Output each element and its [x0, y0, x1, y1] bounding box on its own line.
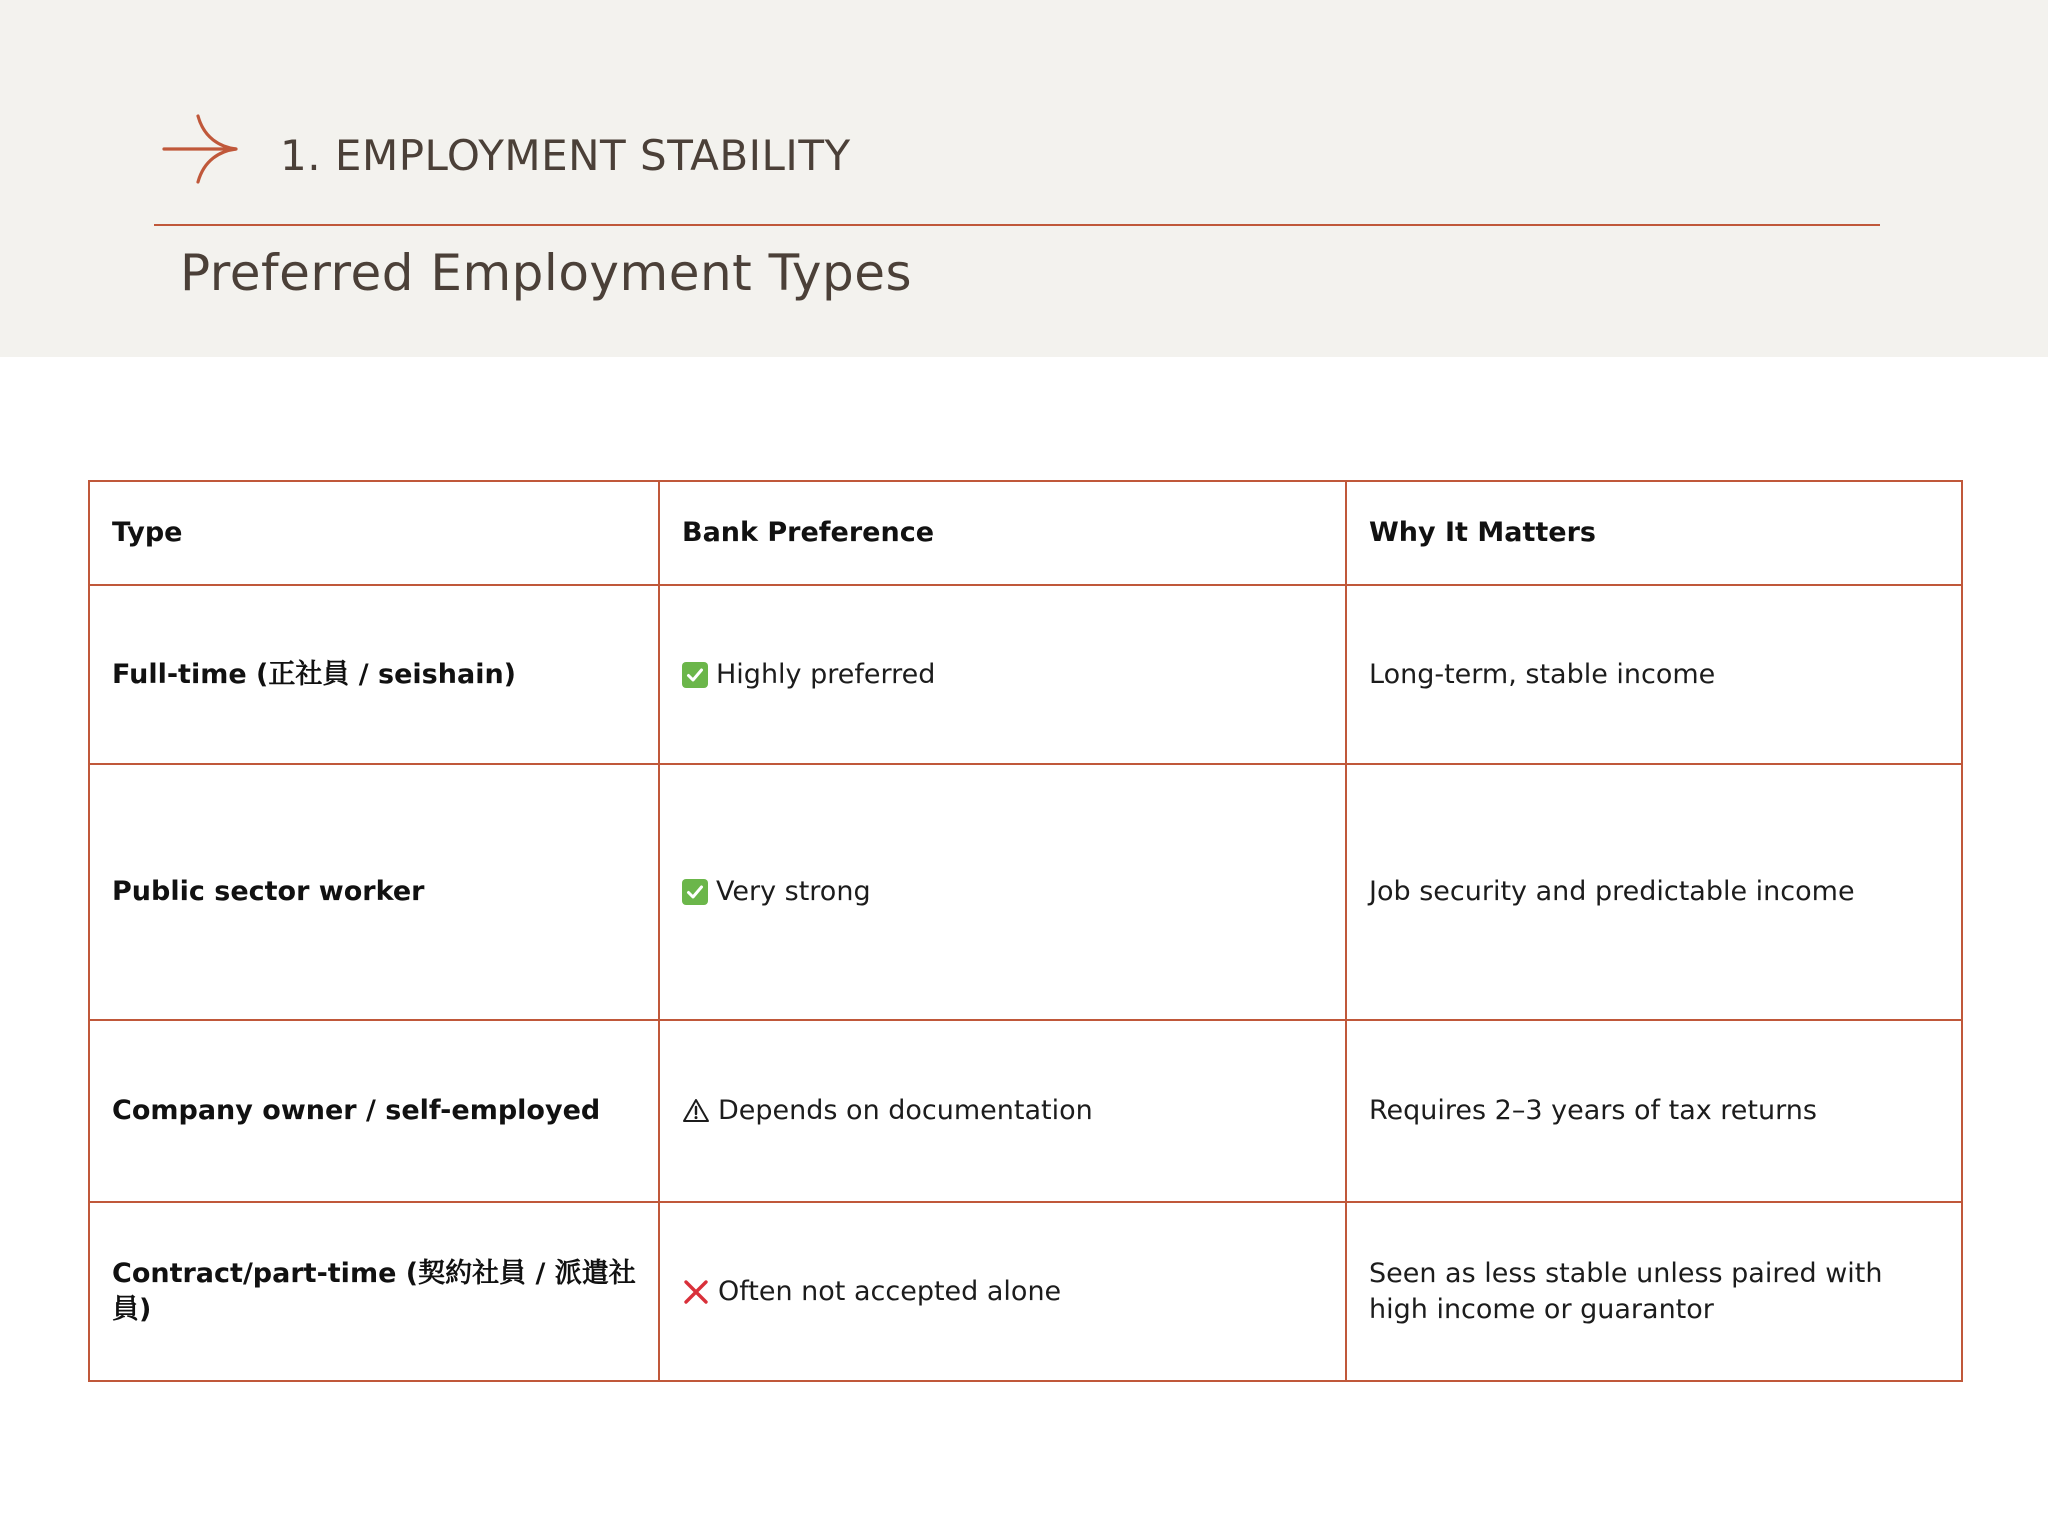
type-cell: Full-time (正社員 / seishain) — [89, 585, 659, 764]
preference-cell — [659, 1202, 1346, 1381]
cross-icon — [682, 1278, 710, 1306]
header-band — [0, 0, 2048, 357]
preference-cell — [659, 764, 1346, 1020]
divider — [154, 224, 1880, 226]
check-icon — [682, 662, 708, 688]
column-header-bank-preference: Bank Preference — [659, 481, 1346, 585]
table-header-row — [89, 481, 1962, 585]
check-icon — [682, 879, 708, 905]
why-cell: Job security and predictable income — [1346, 764, 1962, 1020]
preference-cell — [659, 1020, 1346, 1202]
column-header-type: Type — [89, 481, 659, 585]
section-label: 1. EMPLOYMENT STABILITY — [280, 131, 851, 180]
warning-icon — [682, 1097, 710, 1125]
column-header-why-it-matters: Why It Matters — [1346, 481, 1962, 585]
why-cell: Seen as less stable unless paired with high income or guarantor — [1346, 1202, 1962, 1381]
table-row — [89, 1020, 1962, 1202]
preference-text: Very strong — [716, 876, 871, 907]
why-cell: Long-term, stable income — [1346, 585, 1962, 764]
preference-cell — [659, 585, 1346, 764]
preference-text: Highly preferred — [716, 658, 936, 690]
table-row — [89, 1202, 1962, 1381]
employment-table — [88, 480, 1961, 1382]
table-row — [89, 764, 1962, 1020]
arrow-right-icon — [160, 112, 242, 186]
preference-text: Often not accepted alone — [718, 1275, 1062, 1307]
preference-text: Depends on documentation — [718, 1095, 1093, 1126]
type-cell: Contract/part-time (契約社員 / 派遣社員) — [89, 1202, 659, 1381]
type-cell: Public sector worker — [89, 764, 659, 1020]
page-title: Preferred Employment Types — [180, 244, 913, 302]
table-row — [89, 585, 1962, 764]
why-cell: Requires 2–3 years of tax returns — [1346, 1020, 1962, 1202]
type-cell: Company owner / self-employed — [89, 1020, 659, 1202]
